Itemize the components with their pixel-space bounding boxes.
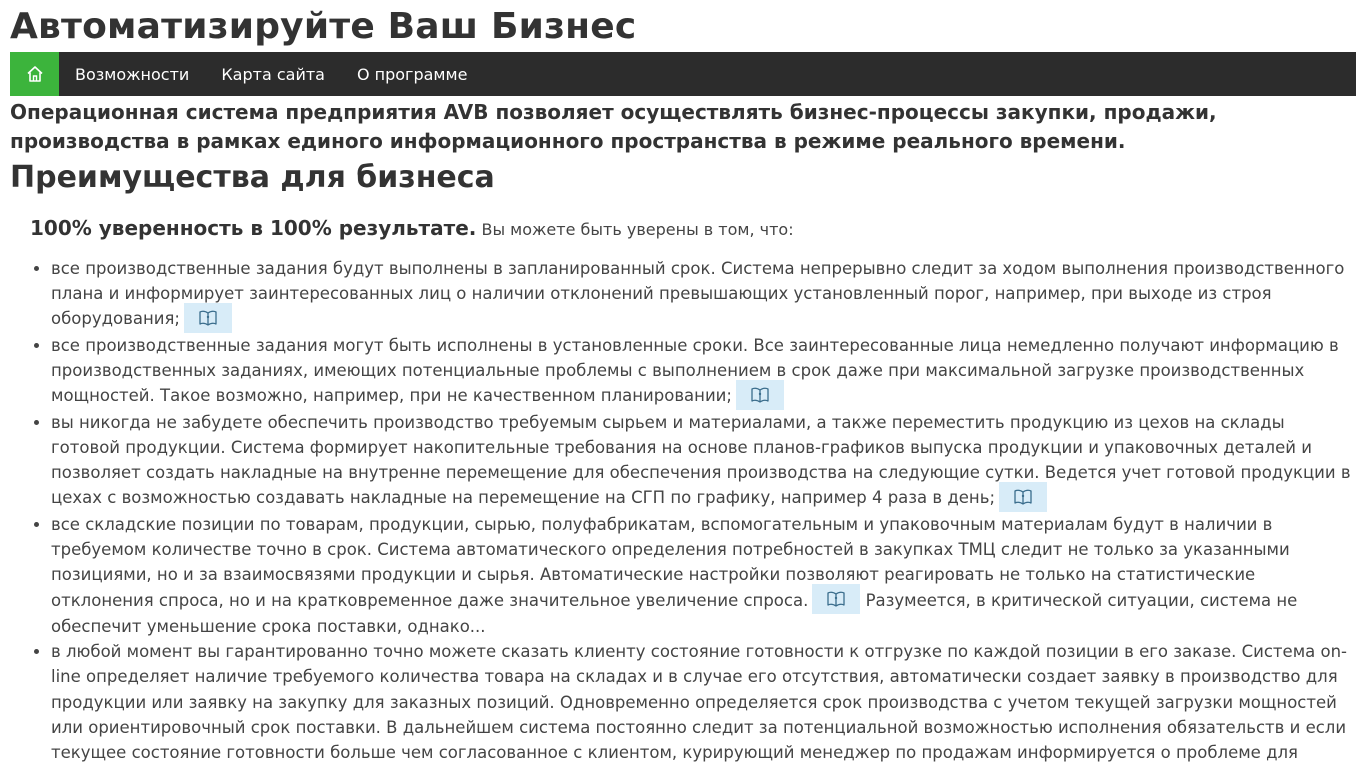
list-item <box>51 639 1356 765</box>
main-nav <box>10 52 1356 96</box>
nav-item-sitemap[interactable]: Карта сайта <box>221 64 325 84</box>
details-button[interactable] <box>736 380 784 410</box>
list-item-text: все производственные задания могут быть исполнены в установленные сроки. Все заинтересованные лица немедленно получают информацию в производственных заданиях, имеющих потенциальные проблемы с выполнением в срок даже при максимальной загрузке производственных мощностей. Такое возможно, например, при не качественном планировании; <box>51 335 1339 406</box>
list-item <box>51 333 1356 410</box>
list-item-text: в любой момент вы гарантированно точно можете сказать клиенту состояние готовности к отгрузке по каждой позиции в его заказе. Система on-line определяет наличие требуемого количества товара на складах и в случае его отсутствия, автоматически создает заявку в производство для продукции или заявку на закупку для заказных позиций. Одновременно определяется срок производства с учетом текущей загрузки мощностей или ориентировочный срок поставки. В дальнейшем система постоянно следит за потенциальной возможностью исполнения обязательств и если текущее состояние готовности больше чем согласованное с клиентом, курирующий менеджер по продажам информируется о проблеме для <box>51 642 1347 763</box>
home-icon <box>25 64 45 84</box>
nav-item-features[interactable]: Возможности <box>75 64 190 84</box>
book-info-icon <box>826 590 846 608</box>
lead-strong: 100% уверенность в 100% результате. <box>30 216 477 240</box>
benefits-list <box>10 256 1356 765</box>
intro-text: Операционная система предприятия AVB позволяет осуществлять бизнес-процессы закупки, продажи, производства в рамках единого информационного пространства в режиме реального времени. <box>10 100 1217 153</box>
details-button[interactable] <box>812 584 860 614</box>
list-item <box>51 256 1356 333</box>
home-button[interactable] <box>10 52 59 96</box>
site-title: Автоматизируйте Ваш Бизнес <box>10 6 637 47</box>
book-info-icon <box>1013 488 1033 506</box>
list-item-text: все складские позиции по товарам, продукции, сырью, полуфабрикатам, вспомогательным и упаковочным материалам будут в наличии в требуемом количестве точно в срок. Система автоматического определения потребностей в закупках ТМЦ следит не только за указанными позициями, но и за взаимосвязями продукции и сырья. Автоматические настройки позволяют реагировать не только на статистические отклонения спроса, но и на кратковременное даже значительное увеличение спроса. <box>51 514 1290 610</box>
details-button[interactable] <box>999 482 1047 512</box>
list-item <box>51 410 1356 512</box>
section-title: Преимущества для бизнеса <box>10 160 495 195</box>
list-item-after: Разумеется, в критической ситуации, система не обеспечит уменьшение срока поставки, однако... <box>51 590 1298 637</box>
list-item-text: все производственные задания будут выполнены в запланированный срок. Система непрерывно следит за ходом выполнения производственного плана и информирует заинтересованных лиц о наличии отклонений превышающих установленный порог, например, при выходе из строя оборудования; <box>51 259 1345 329</box>
book-info-icon <box>750 386 770 404</box>
list-item <box>51 512 1356 639</box>
lead-paragraph <box>30 216 1356 242</box>
lead-rest: Вы можете быть уверены в том, что: <box>476 220 794 239</box>
nav-item-about[interactable]: О программе <box>356 64 468 84</box>
book-info-icon <box>198 309 218 327</box>
list-item-text: вы никогда не забудете обеспечить производство требуемым сырьем и материалами, а также переместить продукцию из цехов на склады готовой продукции. Система формирует накопительные требования на основе планов-графиков выпуска продукции и упаковочных деталей и позволяет создать накладные на внутренне перемещение для обеспечения производства на следующие сутки. Ведется учет готовой продукции в цехах с возможностью создавать накладные на перемещение на СГП по графику, например 4 раза в день; <box>51 412 1351 508</box>
details-button[interactable] <box>184 303 232 333</box>
